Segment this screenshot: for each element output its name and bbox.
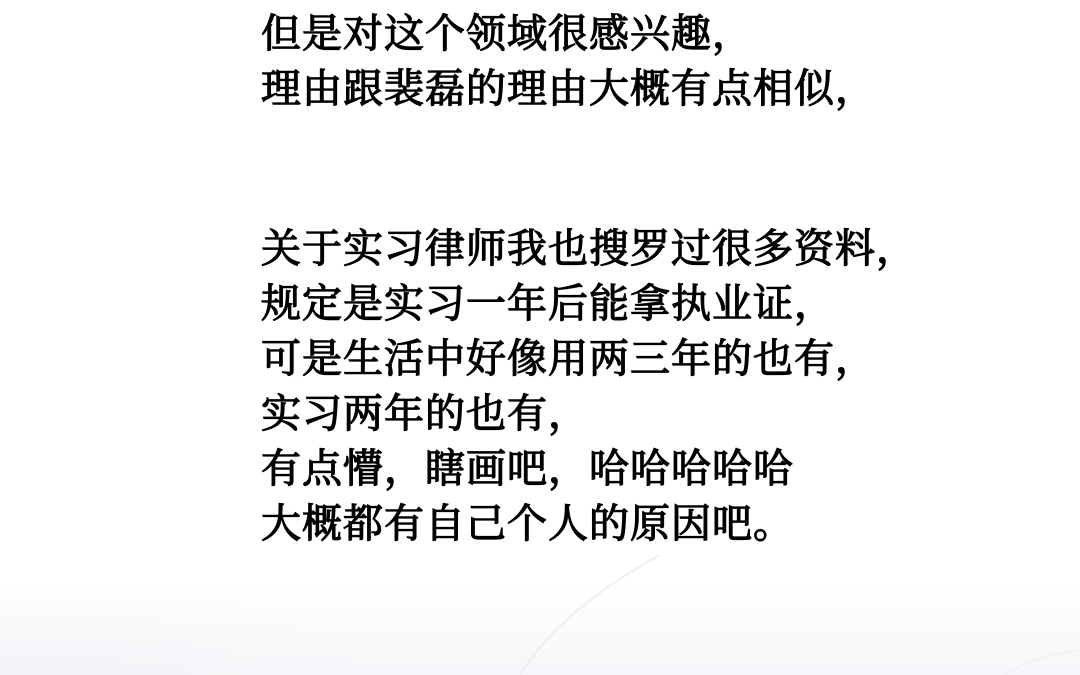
text-line: 规定是实习一年后能拿执业证， [261,281,835,327]
paragraph-intro [261,7,876,117]
text-line: 实习两年的也有， [261,391,589,437]
text-line: 有点懵，瞎画吧，哈哈哈哈哈 [261,446,794,492]
text-line: 关于实习律师我也搜罗过很多资料， [261,226,917,272]
text-line: 理由跟裴磊的理由大概有点相似， [261,66,876,112]
bottom-left-shading [0,585,420,675]
text-line: 但是对这个领域很感兴趣， [261,11,753,57]
bottom-artwork-shading [0,580,1080,675]
text-line: 可是生活中好像用两三年的也有， [261,336,876,382]
text-line: 大概都有自己个人的原因吧。 [261,501,794,547]
bottom-artwork-curve-line [0,555,1080,675]
paragraph-body [261,222,917,552]
